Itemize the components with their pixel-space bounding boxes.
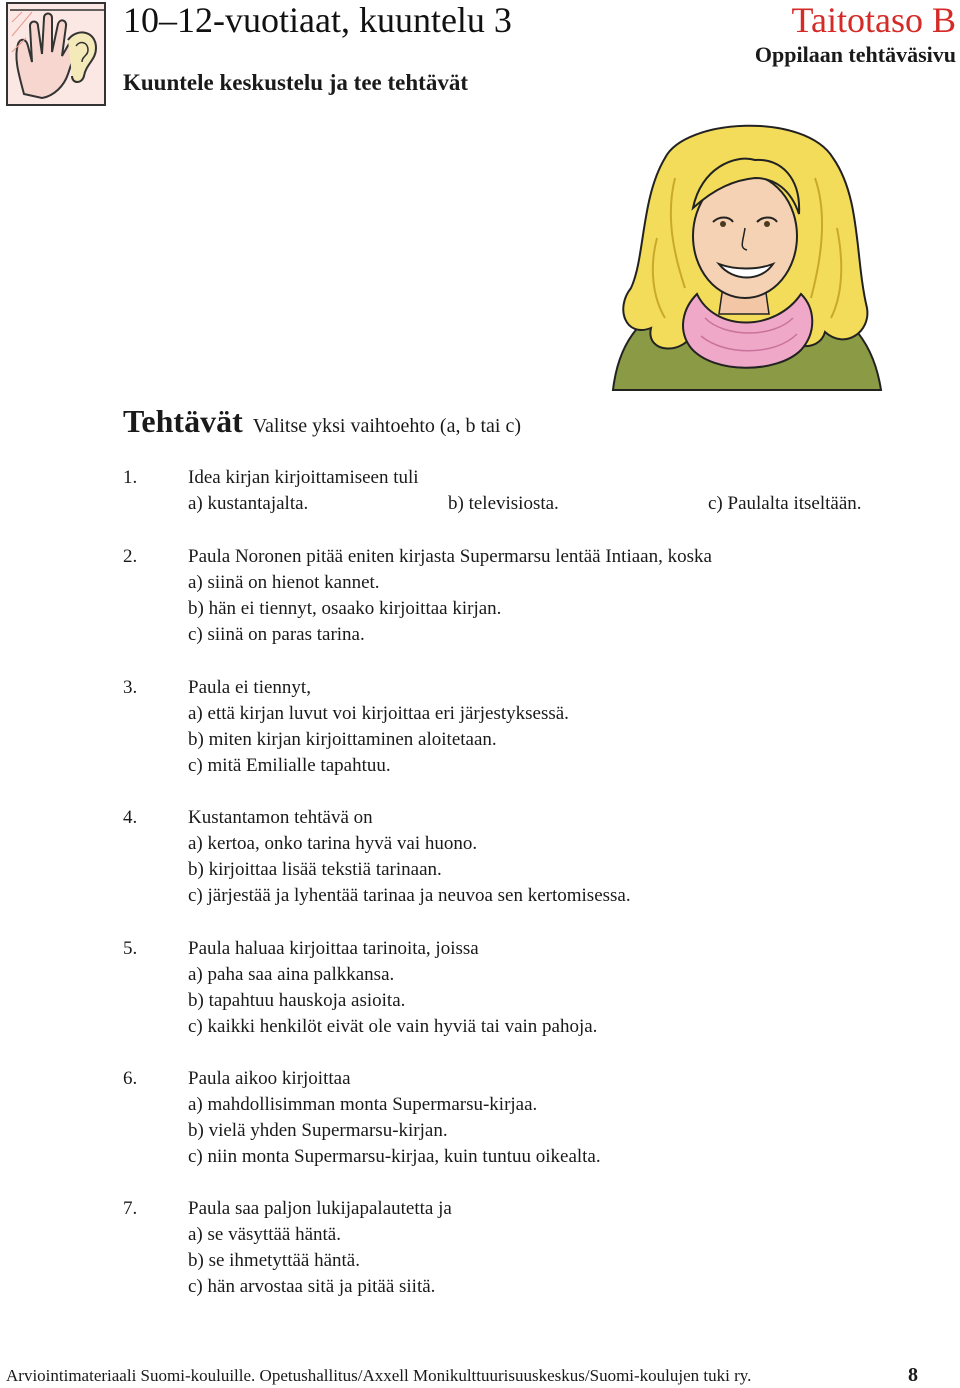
question-1 — [123, 465, 923, 517]
hand-ear-icon — [6, 2, 106, 106]
girl-portrait-illustration — [605, 118, 885, 396]
page-number: 8 — [908, 1364, 918, 1386]
option-b: b) televisiosta. — [448, 493, 559, 514]
question-6 — [123, 1066, 923, 1170]
page-subtitle: Kuuntele keskustelu ja tee tehtävät — [123, 70, 468, 95]
option-b: b) se ihmetyttää häntä. — [188, 1250, 360, 1271]
option-a: a) kertoa, onko tarina hyvä vai huono. — [188, 833, 478, 854]
option-c: c) niin monta Supermarsu-kirjaa, kuin tuntuu oikealta. — [188, 1146, 601, 1167]
page-title: 10–12-vuotiaat, kuuntelu 3 — [123, 0, 512, 40]
question-5 — [123, 936, 923, 1040]
question-number: 3. — [123, 677, 138, 698]
question-number: 6. — [123, 1068, 138, 1089]
question-7 — [123, 1196, 923, 1300]
tasks-title: Tehtävät — [123, 403, 243, 439]
option-a: a) mahdollisimman monta Supermarsu-kirjaa. — [188, 1094, 538, 1115]
level-sublabel: Oppilaan tehtäväsivu — [754, 42, 956, 67]
question-number: 4. — [123, 807, 138, 828]
question-2 — [123, 544, 923, 648]
option-b: b) vielä yhden Supermarsu-kirjan. — [188, 1120, 448, 1141]
option-c: c) Paulalta itseltään. — [708, 493, 862, 514]
footer-credits: Arviointimateriaali Suomi-kouluille. Opetushallitus/Axxell Monikulttuurisuuskeskus/Suomi-koulujen tuki ry. — [6, 1366, 752, 1385]
option-a: a) kustantajalta. — [188, 493, 309, 514]
question-text: Paula aikoo kirjoittaa — [188, 1068, 351, 1089]
question-number: 1. — [123, 467, 138, 488]
option-a: a) se väsyttää häntä. — [188, 1224, 341, 1245]
option-a: a) siinä on hienot kannet. — [188, 572, 380, 593]
question-4 — [123, 805, 923, 909]
tasks-heading — [123, 403, 521, 440]
tasks-instruction: Valitse yksi vaihtoehto (a, b tai c) — [252, 415, 521, 437]
question-text: Paula haluaa kirjoittaa tarinoita, joissa — [188, 938, 479, 959]
option-c: c) järjestää ja lyhentää tarinaa ja neuvoa sen kertomisessa. — [188, 885, 631, 906]
option-a: a) paha saa aina palkkansa. — [188, 964, 395, 985]
option-c: c) kaikki henkilöt eivät ole vain hyviä tai vain pahoja. — [188, 1016, 598, 1037]
question-text: Paula Noronen pitää eniten kirjasta Supermarsu lentää Intiaan, koska — [188, 546, 712, 567]
option-a: a) että kirjan luvut voi kirjoittaa eri järjestyksessä. — [188, 703, 569, 724]
option-c: c) hän arvostaa sitä ja pitää siitä. — [188, 1276, 436, 1297]
level-label: Taitotaso B — [791, 0, 956, 40]
question-number: 5. — [123, 938, 138, 959]
question-3 — [123, 675, 923, 779]
option-b: b) miten kirjan kirjoittaminen aloitetaan. — [188, 729, 497, 750]
option-b: b) tapahtuu hauskoja asioita. — [188, 990, 406, 1011]
question-text: Paula saa paljon lukijapalautetta ja — [188, 1198, 452, 1219]
question-text: Kustantamon tehtävä on — [188, 807, 373, 828]
option-c: c) siinä on paras tarina. — [188, 624, 365, 645]
question-number: 7. — [123, 1198, 138, 1219]
question-number: 2. — [123, 546, 138, 567]
option-b: b) hän ei tiennyt, osaako kirjoittaa kirjan. — [188, 598, 502, 619]
option-b: b) kirjoittaa lisää tekstiä tarinaan. — [188, 859, 442, 880]
question-text: Idea kirjan kirjoittamiseen tuli — [188, 467, 419, 488]
question-text: Paula ei tiennyt, — [188, 677, 311, 698]
option-c: c) mitä Emilialle tapahtuu. — [188, 755, 391, 776]
